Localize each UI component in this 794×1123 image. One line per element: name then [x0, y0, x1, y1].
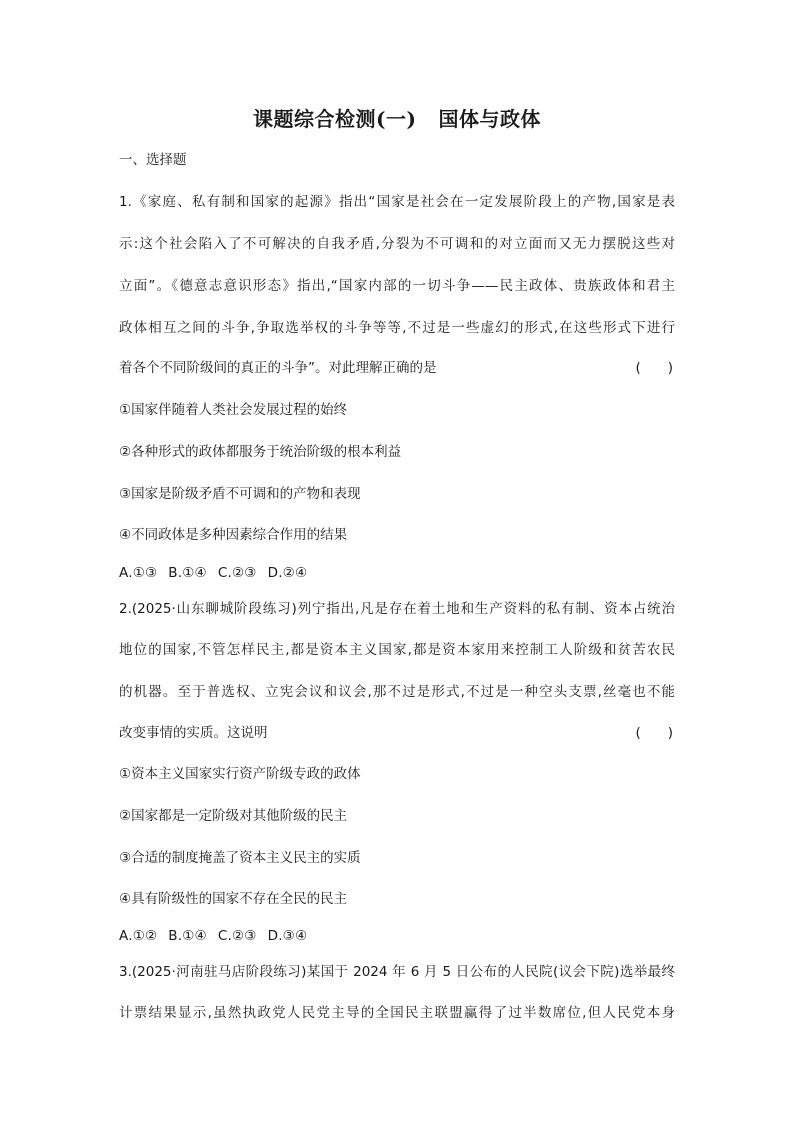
question-1-line-4: 政体相互之间的斗争,争取选举权的斗争等等,不过是一些虚幻的形式,在这些形式下进行 — [119, 320, 675, 336]
choice-a: A.①③ — [119, 565, 158, 581]
question-3-line-1: 3.(2025·河南驻马店阶段练习)某国于 2024 年 6 月 5 日公布的人民院(议会下院)选举最终 — [119, 964, 675, 980]
question-3-line-2: 计票结果显示,虽然执政党人民党主导的全国民主联盟赢得了过半数席位,但人民党本身 — [119, 1005, 675, 1021]
choice-b: B.①④ — [168, 928, 207, 944]
choice-a: A.①② — [119, 928, 158, 944]
choice-c: C.②③ — [217, 928, 257, 944]
question-1-line-5: 着各个不同阶级间的真正的斗争”。对此理解正确的是 — [119, 360, 437, 376]
title-sub: 国体与政体 — [438, 107, 541, 131]
answer-paren-2: ( ) — [635, 725, 673, 741]
question-2-line-2: 地位的国家,不管怎样民主,都是资本主义国家,都是资本家用来控制工人阶级和贫苦农民 — [119, 642, 675, 658]
question-1-line-3: 立面”。《德意志意识形态》指出,“国家内部的一切斗争——民主政体、贵族政体和君主 — [119, 278, 675, 294]
question-2-line-3: 的机器。至于普选权、立宪会议和议会,那不过是形式,不过是一种空头支票,丝毫也不能 — [119, 684, 675, 700]
answer-paren-1: ( ) — [635, 360, 673, 376]
question-1-line-1: 1.《家庭、私有制和国家的起源》指出“国家是社会在一定发展阶段上的产物,国家是表 — [119, 194, 675, 210]
title-main: 课题综合检测(一) — [253, 107, 417, 131]
question-1-line-2: 示:这个社会陷入了不可解决的自我矛盾,分裂为不可调和的对立面而又无力摆脱这些对 — [119, 236, 675, 252]
choice-b: B.①④ — [168, 565, 207, 581]
page-title — [0, 104, 794, 134]
choice-d: D.③④ — [267, 928, 308, 944]
question-1-choices — [119, 563, 318, 583]
choice-c: C.②③ — [217, 565, 257, 581]
question-2-item-2: ②国家都是一定阶级对其他阶级的民主 — [119, 808, 348, 824]
choice-d: D.②④ — [267, 565, 308, 581]
question-2-item-3: ③合适的制度掩盖了资本主义民主的实质 — [119, 850, 361, 866]
question-1-item-4: ④不同政体是多种因素综合作用的结果 — [119, 527, 348, 543]
question-2-line-4: 改变事情的实质。这说明 — [119, 725, 268, 741]
question-1-item-2: ②各种形式的政体都服务于统治阶级的根本利益 — [119, 444, 402, 460]
question-2-line-1: 2.(2025·山东聊城阶段练习)列宁指出,凡是存在着土地和生产资料的私有制、资本占统治 — [119, 601, 675, 617]
question-2-item-4: ④具有阶级性的国家不存在全民的民主 — [119, 891, 348, 907]
section-heading: 一、选择题 — [119, 152, 187, 168]
question-1-item-1: ①国家伴随着人类社会发展过程的始终 — [119, 402, 348, 418]
question-2-item-1: ①资本主义国家实行资产阶级专政的政体 — [119, 766, 361, 782]
question-2-choices — [119, 926, 318, 946]
question-1-item-3: ③国家是阶级矛盾不可调和的产物和表现 — [119, 486, 361, 502]
